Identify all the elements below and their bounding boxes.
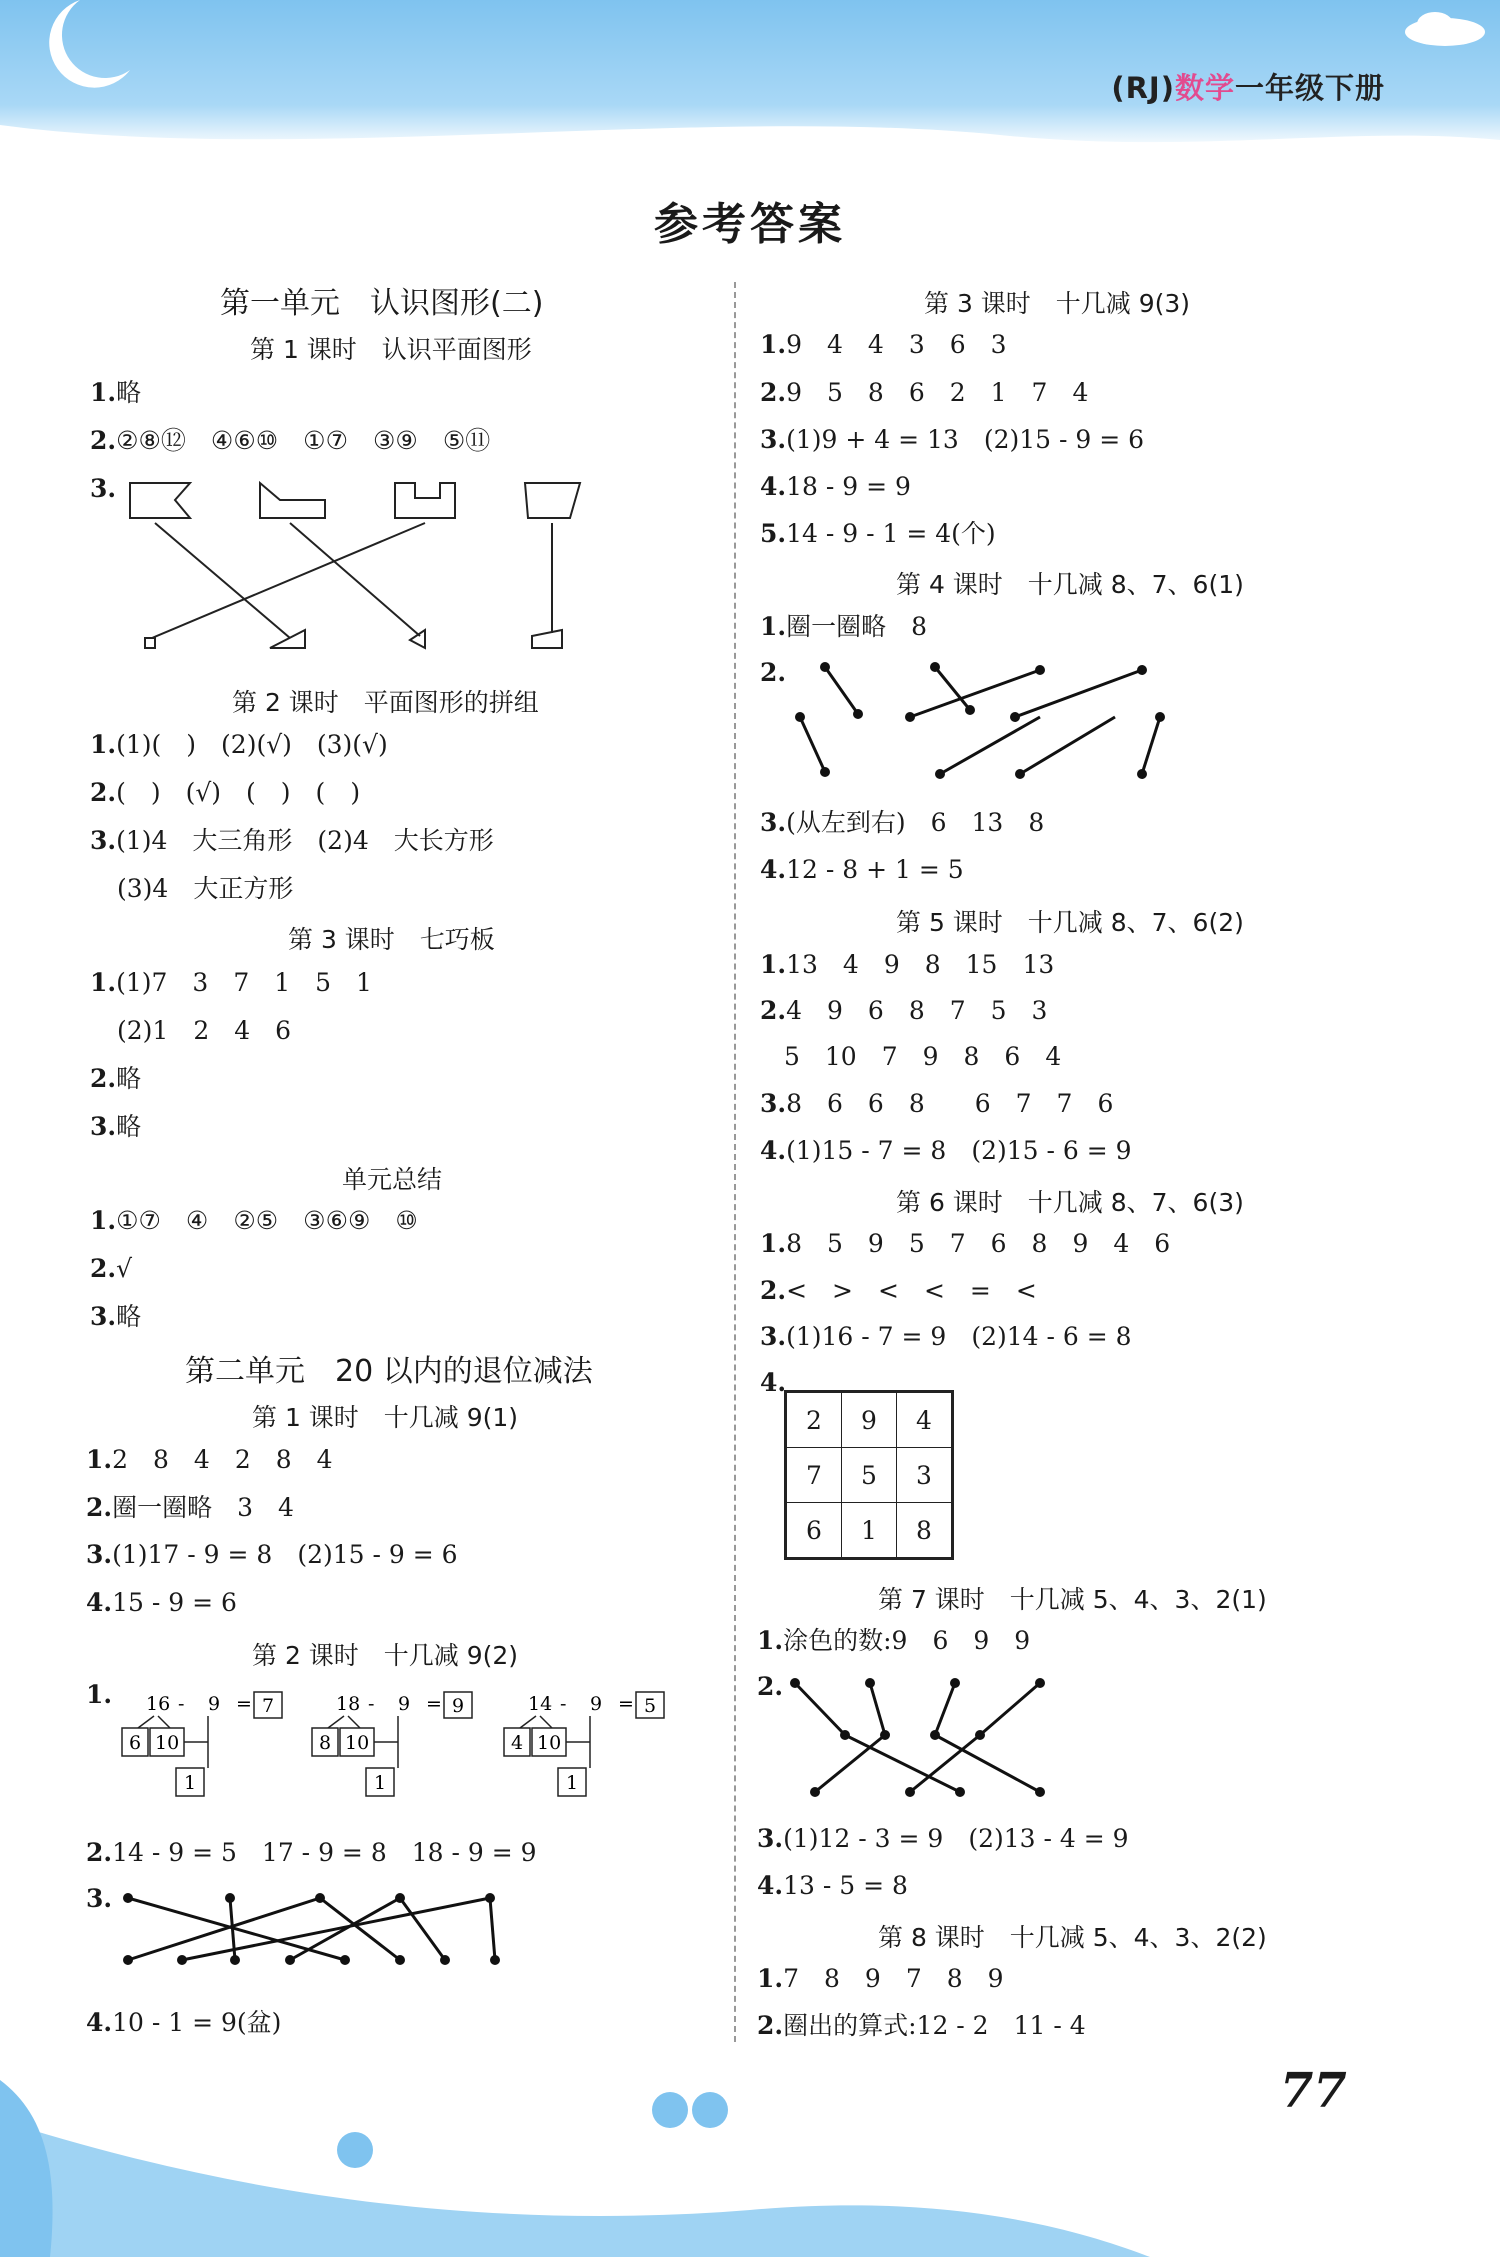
r-l3-q5: 5.14 - 9 - 1 = 4(个) — [760, 519, 996, 548]
r-l4-q4: 4.12 - 8 + 1 = 5 — [760, 855, 964, 884]
svg-text:7: 7 — [262, 1695, 275, 1717]
r-l7-title: 第 7 课时 十几减 5、4、3、2(1) — [878, 1585, 1267, 1614]
svg-text:9: 9 — [590, 1693, 603, 1715]
u1l1-q1: 1.略 — [90, 378, 142, 407]
svg-text:10: 10 — [537, 1732, 562, 1754]
u1sum-q3: 3.略 — [90, 1302, 142, 1331]
svg-text:1: 1 — [374, 1772, 387, 1794]
r-l5-q1: 1.13 4 9 8 15 13 — [760, 950, 1055, 979]
footer-decoration — [0, 2080, 1500, 2257]
svg-text:1: 1 — [566, 1772, 579, 1794]
book-label: (RJ)数学一年级下册 — [1111, 71, 1385, 105]
r-l6-title: 第 6 课时 十几减 8、7、6(3) — [896, 1188, 1244, 1217]
u1l1-q2: 2.②⑧⑫ ④⑥⑩ ①⑦ ③⑨ ⑤⑪ — [90, 426, 491, 455]
r-l6-q4: 4. — [760, 1368, 787, 1397]
svg-text:6: 6 — [129, 1732, 142, 1754]
r-l3-title: 第 3 课时 十几减 9(3) — [924, 289, 1191, 318]
r-l5-title: 第 5 课时 十几减 8、7、6(2) — [896, 908, 1244, 937]
column-divider — [734, 282, 736, 2042]
split-diagram-2 — [308, 1688, 498, 1808]
r-l6-q3: 3.(1)16 - 7 = 9 (2)14 - 6 = 8 — [760, 1322, 1132, 1351]
u2l1-title: 第 1 课时 十几减 9(1) — [252, 1403, 519, 1432]
r-l8-title: 第 8 课时 十几减 5、4、3、2(2) — [878, 1923, 1267, 1952]
u1l3-q2: 2.略 — [90, 1064, 142, 1093]
u1l3-q1-cont: (2)1 2 4 6 — [117, 1016, 292, 1045]
u1l2-title: 第 2 课时 平面图形的拼组 — [232, 688, 539, 717]
r-l7-q2: 2. — [757, 1672, 784, 1701]
dot-matching-figure-left — [120, 1890, 520, 1970]
minuend: 16 — [146, 1693, 171, 1715]
u1l2-q3-cont: (3)4 大正方形 — [117, 874, 294, 903]
u2l1-q2: 2.圈一圈略 3 4 — [86, 1493, 294, 1522]
page-title: 参考答案 — [654, 199, 846, 250]
u2l2-title: 第 2 课时 十几减 9(2) — [252, 1641, 519, 1670]
r-l6-q2: 2.< > < < = < — [760, 1276, 1037, 1305]
svg-text:5: 5 — [644, 1695, 657, 1717]
u1l3-q3: 3.略 — [90, 1112, 142, 1141]
svg-text:-: - — [178, 1693, 185, 1715]
u2l2-q1: 1. — [86, 1680, 113, 1709]
svg-text:9: 9 — [452, 1695, 465, 1717]
u1l1-title: 第 1 课时 认识平面图形 — [250, 335, 532, 364]
u1l2-q1: 1.(1)( ) (2)(√) (3)(√) — [90, 730, 388, 759]
u1l2-q2: 2.( ) (√) ( ) ( ) — [90, 778, 361, 807]
u1l2-q3: 3.(1)4 大三角形 (2)4 大长方形 — [90, 826, 494, 855]
dot-matching-figure-r2 — [790, 1678, 1050, 1818]
page-number: 77 — [1280, 2063, 1347, 2119]
svg-text:1: 1 — [184, 1772, 197, 1794]
r-l3-q2: 2.9 5 8 6 2 1 7 4 — [760, 378, 1089, 407]
unit2-title: 第二单元 20 以内的退位减法 — [185, 1354, 593, 1389]
moon-icon — [20, 0, 140, 90]
r-l3-q3: 3.(1)9 + 4 = 13 (2)15 - 9 = 6 — [760, 425, 1145, 454]
u1sum-title: 单元总结 — [342, 1165, 443, 1194]
svg-text:4: 4 — [511, 1732, 524, 1754]
svg-text:-: - — [368, 1693, 375, 1715]
cloud-icon — [1400, 8, 1490, 48]
svg-text:=: = — [426, 1693, 442, 1715]
svg-text:10: 10 — [155, 1732, 180, 1754]
header-wave — [0, 105, 1500, 165]
svg-text:14: 14 — [528, 1693, 553, 1715]
shape-matching-figure — [130, 478, 690, 658]
u1l3-title: 第 3 课时 七巧板 — [288, 925, 495, 954]
r-l4-title: 第 4 课时 十几减 8、7、6(1) — [896, 570, 1244, 599]
r-l5-q2: 2.4 9 6 8 7 5 3 — [760, 996, 1048, 1025]
svg-text:18: 18 — [336, 1693, 361, 1715]
u2l1-q3: 3.(1)17 - 9 = 8 (2)15 - 9 = 6 — [86, 1540, 458, 1569]
r-l7-q3: 3.(1)12 - 3 = 9 (2)13 - 4 = 9 — [757, 1824, 1129, 1853]
split-diagram-3 — [500, 1688, 690, 1808]
u1sum-q2: 2.√ — [90, 1254, 133, 1283]
u2l1-q4: 4.15 - 9 = 6 — [86, 1588, 237, 1617]
u1l1-q3: 3. — [90, 474, 117, 503]
u1l3-q1: 1.(1)7 3 7 1 5 1 — [90, 968, 372, 997]
r-l7-q1: 1.涂色的数:9 6 9 9 — [757, 1626, 1031, 1655]
r-l4-q3: 3.(从左到右) 6 13 8 — [760, 808, 1045, 837]
r-l4-q1: 1.圈一圈略 8 — [760, 612, 928, 641]
r-l8-q1: 1.7 8 9 7 8 9 — [757, 1964, 1004, 1993]
u2l2-q4: 4.10 - 1 = 9(盆) — [86, 2008, 282, 2037]
svg-text:-: - — [560, 1693, 567, 1715]
svg-text:=: = — [618, 1693, 634, 1715]
r-l3-q1: 1.9 4 4 3 6 3 — [760, 330, 1007, 359]
u2l2-q3: 3. — [86, 1884, 113, 1913]
u1sum-q1: 1.①⑦ ④ ②⑤ ③⑥⑨ ⑩ — [90, 1206, 418, 1235]
svg-text:8: 8 — [319, 1732, 332, 1754]
r-l5-q2-cont: 5 10 7 9 8 6 4 — [784, 1042, 1062, 1071]
split-diagram-1 — [118, 1688, 308, 1808]
svg-text:9: 9 — [208, 1693, 221, 1715]
r-l6-q1: 1.8 5 9 5 7 6 8 9 4 6 — [760, 1229, 1171, 1258]
magic-square: 2 9 4 7 5 3 6 1 8 — [784, 1390, 954, 1560]
dot-matching-figure-r1 — [790, 662, 1190, 812]
svg-text:=: = — [236, 1693, 252, 1715]
r-l8-q2: 2.圈出的算式:12 - 2 11 - 4 — [757, 2011, 1086, 2040]
r-l7-q4: 4.13 - 5 = 8 — [757, 1871, 908, 1900]
r-l5-q3: 3.8 6 6 8 6 7 7 6 — [760, 1089, 1114, 1118]
unit1-title: 第一单元 认识图形(二) — [220, 286, 544, 321]
r-l5-q4: 4.(1)15 - 7 = 8 (2)15 - 6 = 9 — [760, 1136, 1132, 1165]
u2l1-q1: 1.2 8 4 2 8 4 — [86, 1445, 333, 1474]
u2l2-q2: 2.14 - 9 = 5 17 - 9 = 8 18 - 9 = 9 — [86, 1838, 537, 1867]
r-l4-q2: 2. — [760, 658, 787, 687]
svg-text:10: 10 — [345, 1732, 370, 1754]
svg-text:9: 9 — [398, 1693, 411, 1715]
r-l3-q4: 4.18 - 9 = 9 — [760, 472, 911, 501]
